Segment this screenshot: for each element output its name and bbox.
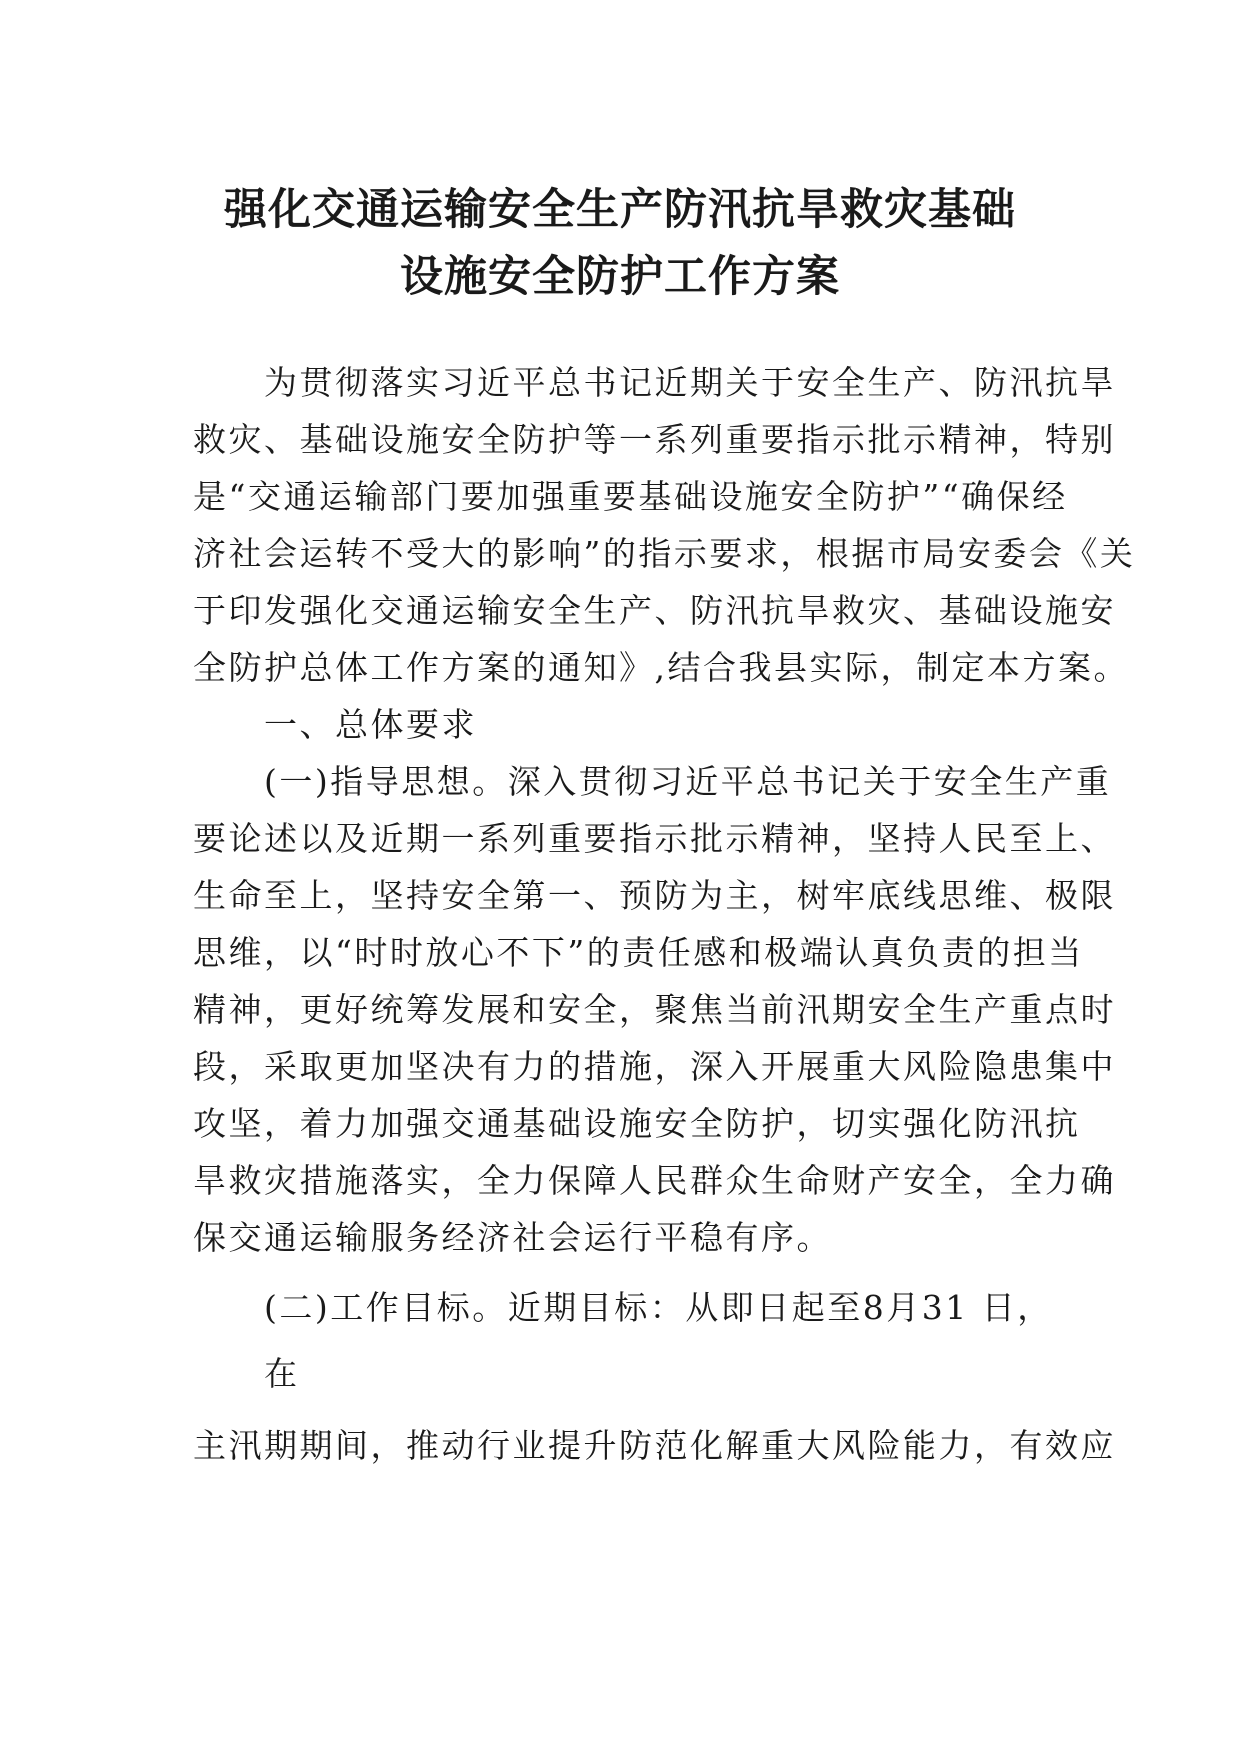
body-line: 旱救灾措施落实，全力保障人民群众生命财产安全，全力确 [193,1161,1116,1200]
section-heading: 一、总体要求 [193,705,477,744]
body-line: 主汛期期间，推动行业提升防范化解重大风险能力，有效应 [193,1426,1116,1465]
document-title-line-2: 设施安全防护工作方案 [400,252,840,302]
body-line: 攻坚，着力加强交通基础设施安全防护，切实强化防汛抗 [193,1104,1081,1143]
body-line: 救灾、基础设施安全防护等一系列重要指示批示精神，特别 [193,420,1116,459]
body-line: 济社会运转不受大的影响”的指示要求，根据市局安委会《关 [193,534,1136,573]
body-line: 于印发强化交通运输安全生产、防汛抗旱救灾、基础设施安 [193,591,1116,630]
body-line: 为贯彻落实习近平总书记近期关于安全生产、防汛抗旱 [193,363,1116,402]
body-line: 精神，更好统筹发展和安全，聚焦当前汛期安全生产重点时 [193,990,1116,1029]
body-line: (二)工作目标。近期目标：从即日起至8月31 日， [193,1288,1053,1327]
body-line: 段，采取更加坚决有力的措施，深入开展重大风险隐患集中 [193,1047,1116,1086]
body-line: 生命至上，坚持安全第一、预防为主，树牢底线思维、极限 [193,876,1116,915]
body-line: 思维，以“时时放心不下”的责任感和极端认真负责的担当 [193,933,1084,972]
body-line: 全防护总体工作方案的通知》,结合我县实际，制定本方案。 [193,648,1129,687]
body-line: 保交通运输服务经济社会运行平稳有序。 [193,1218,832,1257]
body-line: 要论述以及近期一系列重要指示批示精神，坚持人民至上、 [193,819,1116,858]
body-line: 是“交通运输部门要加强重要基础设施安全防护”“确保经 [193,477,1068,516]
document-title-line-1: 强化交通运输安全生产防汛抗旱救灾基础 [224,185,1016,235]
body-line: 在 [193,1354,300,1393]
body-line: (一)指导思想。深入贯彻习近平总书记关于安全生产重 [193,762,1112,801]
